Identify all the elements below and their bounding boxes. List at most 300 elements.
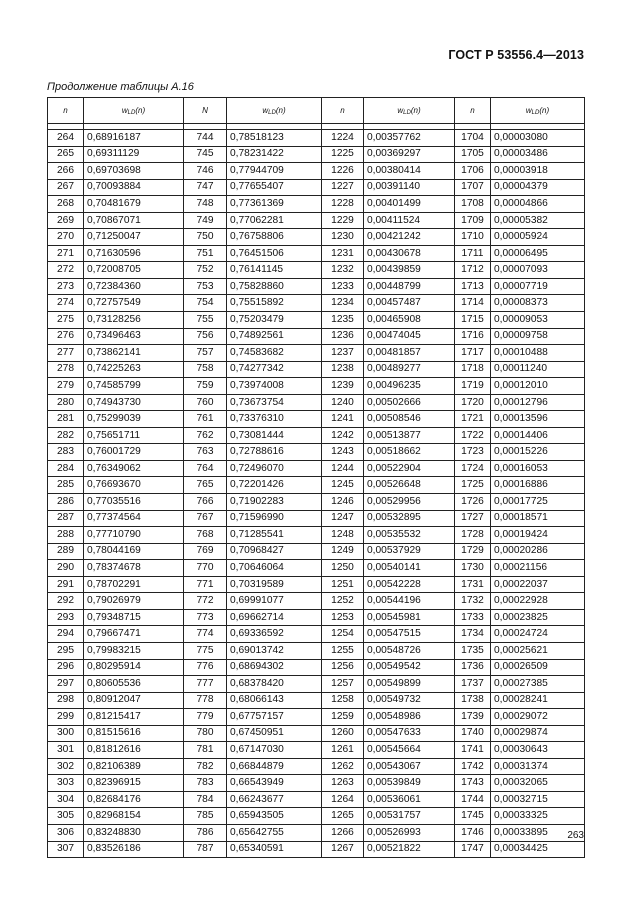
weight-value-cell: 0,00019424	[491, 527, 585, 544]
table-row	[48, 775, 585, 792]
index-cell: 762	[184, 427, 227, 444]
column-header	[455, 98, 491, 124]
index-cell: 265	[48, 146, 84, 163]
weight-value-cell: 0,80605536	[84, 676, 184, 693]
weight-value-cell: 0,72384360	[84, 278, 184, 295]
index-cell: 784	[184, 791, 227, 808]
weight-value-cell: 0,00021156	[491, 560, 585, 577]
weight-value-cell: 0,82684176	[84, 791, 184, 808]
index-cell: 1253	[322, 609, 364, 626]
weight-value-cell: 0,00003080	[491, 130, 585, 147]
weight-value-cell: 0,72788616	[227, 444, 322, 461]
weight-value-cell: 0,00008373	[491, 295, 585, 312]
index-cell: 1714	[455, 295, 491, 312]
index-cell: 1262	[322, 758, 364, 775]
index-cell: 267	[48, 179, 84, 196]
weight-value-cell: 0,00513877	[364, 427, 455, 444]
column-header-argument: (n)	[410, 105, 421, 115]
weight-value-cell: 0,69703698	[84, 163, 184, 180]
weight-value-cell: 0,00004866	[491, 196, 585, 213]
weight-value-cell: 0,74892561	[227, 328, 322, 345]
weight-value-cell: 0,71902283	[227, 494, 322, 511]
index-cell: 1725	[455, 477, 491, 494]
index-cell: 1742	[455, 758, 491, 775]
weight-value-cell: 0,78374678	[84, 560, 184, 577]
index-cell: 1234	[322, 295, 364, 312]
index-cell: 1713	[455, 278, 491, 295]
index-cell: 1227	[322, 179, 364, 196]
column-header	[227, 98, 322, 124]
table-row	[48, 444, 585, 461]
index-cell: 787	[184, 841, 227, 858]
index-cell: 306	[48, 824, 84, 841]
weight-value-cell: 0,81515616	[84, 725, 184, 742]
weight-value-cell: 0,00549732	[364, 692, 455, 709]
index-cell: 295	[48, 642, 84, 659]
weight-value-cell: 0,00012796	[491, 394, 585, 411]
table-row	[48, 510, 585, 527]
index-cell: 1244	[322, 460, 364, 477]
weight-value-cell: 0,73496463	[84, 328, 184, 345]
index-cell: 752	[184, 262, 227, 279]
index-cell: 776	[184, 659, 227, 676]
weight-value-cell: 0,74943730	[84, 394, 184, 411]
weight-value-cell: 0,82968154	[84, 808, 184, 825]
index-cell: 766	[184, 494, 227, 511]
weight-value-cell: 0,00031374	[491, 758, 585, 775]
table-row	[48, 427, 585, 444]
table-row	[48, 163, 585, 180]
weight-value-cell: 0,69311129	[84, 146, 184, 163]
index-cell: 1266	[322, 824, 364, 841]
index-cell: 1259	[322, 709, 364, 726]
index-cell: 287	[48, 510, 84, 527]
table-row	[48, 560, 585, 577]
index-cell: 1247	[322, 510, 364, 527]
weight-value-cell: 0,00357762	[364, 130, 455, 147]
index-cell: 1224	[322, 130, 364, 147]
index-cell: 1250	[322, 560, 364, 577]
weight-value-cell: 0,72496070	[227, 460, 322, 477]
column-header-subscript: LD	[531, 109, 540, 116]
column-header-subscript: LD	[403, 109, 411, 116]
weight-value-cell: 0,71250047	[84, 229, 184, 246]
weight-value-cell: 0,00025621	[491, 642, 585, 659]
table-row	[48, 130, 585, 147]
index-cell: 1229	[322, 212, 364, 229]
index-cell: 301	[48, 742, 84, 759]
index-cell: 270	[48, 229, 84, 246]
weight-value-cell: 0,69662714	[227, 609, 322, 626]
table-row	[48, 642, 585, 659]
weight-value-cell: 0,00526993	[364, 824, 455, 841]
index-cell: 1724	[455, 460, 491, 477]
weight-value-cell: 0,72201426	[227, 477, 322, 494]
index-cell: 302	[48, 758, 84, 775]
column-header-symbol: n	[470, 106, 475, 115]
index-cell: 1255	[322, 642, 364, 659]
index-cell: 1238	[322, 361, 364, 378]
weight-value-cell: 0,00542228	[364, 576, 455, 593]
weight-value-cell: 0,73974008	[227, 378, 322, 395]
weight-value-cell: 0,70093884	[84, 179, 184, 196]
weight-value-cell: 0,80295914	[84, 659, 184, 676]
index-cell: 274	[48, 295, 84, 312]
column-header-argument: (n)	[275, 105, 286, 115]
data-table	[47, 97, 585, 858]
index-cell: 283	[48, 444, 84, 461]
weight-value-cell: 0,00018571	[491, 510, 585, 527]
table-row	[48, 278, 585, 295]
column-header	[84, 98, 184, 124]
index-cell: 303	[48, 775, 84, 792]
index-cell: 1705	[455, 146, 491, 163]
index-cell: 760	[184, 394, 227, 411]
weight-value-cell: 0,00547633	[364, 725, 455, 742]
weight-value-cell: 0,75299039	[84, 411, 184, 428]
weight-value-cell: 0,00508546	[364, 411, 455, 428]
weight-value-cell: 0,00543067	[364, 758, 455, 775]
weight-value-cell: 0,00380414	[364, 163, 455, 180]
weight-value-cell: 0,00544196	[364, 593, 455, 610]
index-cell: 1710	[455, 229, 491, 246]
weight-value-cell: 0,76349062	[84, 460, 184, 477]
index-cell: 1251	[322, 576, 364, 593]
weight-value-cell: 0,77062281	[227, 212, 322, 229]
weight-value-cell: 0,68694302	[227, 659, 322, 676]
index-cell: 749	[184, 212, 227, 229]
index-cell: 1732	[455, 593, 491, 610]
column-header	[364, 98, 455, 124]
index-cell: 1735	[455, 642, 491, 659]
weight-value-cell: 0,65642755	[227, 824, 322, 841]
index-cell: 279	[48, 378, 84, 395]
index-cell: 1730	[455, 560, 491, 577]
weight-value-cell: 0,77944709	[227, 163, 322, 180]
table-row	[48, 692, 585, 709]
weight-value-cell: 0,00474045	[364, 328, 455, 345]
weight-value-cell: 0,81215417	[84, 709, 184, 726]
index-cell: 289	[48, 543, 84, 560]
index-cell: 774	[184, 626, 227, 643]
index-cell: 771	[184, 576, 227, 593]
index-cell: 1711	[455, 245, 491, 262]
weight-value-cell: 0,00502666	[364, 394, 455, 411]
weight-value-cell: 0,82396915	[84, 775, 184, 792]
weight-value-cell: 0,00010488	[491, 345, 585, 362]
weight-value-cell: 0,00401499	[364, 196, 455, 213]
index-cell: 271	[48, 245, 84, 262]
weight-value-cell: 0,00548986	[364, 709, 455, 726]
index-cell: 778	[184, 692, 227, 709]
weight-value-cell: 0,76141145	[227, 262, 322, 279]
weight-value-cell: 0,79348715	[84, 609, 184, 626]
index-cell: 1267	[322, 841, 364, 858]
table-row	[48, 262, 585, 279]
weight-value-cell: 0,00005924	[491, 229, 585, 246]
index-cell: 745	[184, 146, 227, 163]
weight-value-cell: 0,82106389	[84, 758, 184, 775]
weight-value-cell: 0,00549542	[364, 659, 455, 676]
weight-value-cell: 0,00012010	[491, 378, 585, 395]
index-cell: 1731	[455, 576, 491, 593]
index-cell: 757	[184, 345, 227, 362]
index-cell: 1722	[455, 427, 491, 444]
index-cell: 750	[184, 229, 227, 246]
index-cell: 297	[48, 676, 84, 693]
weight-value-cell: 0,00023825	[491, 609, 585, 626]
index-cell: 1738	[455, 692, 491, 709]
weight-value-cell: 0,00005382	[491, 212, 585, 229]
index-cell: 282	[48, 427, 84, 444]
weight-value-cell: 0,00481857	[364, 345, 455, 362]
weight-value-cell: 0,74583682	[227, 345, 322, 362]
weight-value-cell: 0,75515892	[227, 295, 322, 312]
weight-value-cell: 0,75203479	[227, 312, 322, 329]
weight-value-cell: 0,76001729	[84, 444, 184, 461]
table-row	[48, 378, 585, 395]
index-cell: 294	[48, 626, 84, 643]
weight-value-cell: 0,00430678	[364, 245, 455, 262]
index-cell: 1734	[455, 626, 491, 643]
index-cell: 298	[48, 692, 84, 709]
index-cell: 291	[48, 576, 84, 593]
index-cell: 768	[184, 527, 227, 544]
weight-value-cell: 0,00026509	[491, 659, 585, 676]
index-cell: 754	[184, 295, 227, 312]
index-cell: 1739	[455, 709, 491, 726]
weight-value-cell: 0,83248830	[84, 824, 184, 841]
weight-value-cell: 0,00011240	[491, 361, 585, 378]
weight-value-cell: 0,00489277	[364, 361, 455, 378]
index-cell: 1747	[455, 841, 491, 858]
column-header-subscript: LD	[268, 109, 276, 116]
weight-value-cell: 0,00529956	[364, 494, 455, 511]
weight-value-cell: 0,00532895	[364, 510, 455, 527]
weight-value-cell: 0,00006495	[491, 245, 585, 262]
table-row	[48, 361, 585, 378]
weight-value-cell: 0,66543949	[227, 775, 322, 792]
column-header-subscript: LD	[127, 109, 136, 116]
weight-value-cell: 0,73081444	[227, 427, 322, 444]
index-cell: 747	[184, 179, 227, 196]
index-cell: 1740	[455, 725, 491, 742]
index-cell: 277	[48, 345, 84, 362]
weight-value-cell: 0,00537929	[364, 543, 455, 560]
weight-value-cell: 0,00448799	[364, 278, 455, 295]
column-header	[491, 98, 585, 124]
index-cell: 276	[48, 328, 84, 345]
index-cell: 1240	[322, 394, 364, 411]
weight-value-cell: 0,73862141	[84, 345, 184, 362]
index-cell: 780	[184, 725, 227, 742]
table-row	[48, 709, 585, 726]
column-header-symbol: w	[121, 105, 128, 115]
index-cell: 1237	[322, 345, 364, 362]
index-cell: 284	[48, 460, 84, 477]
index-cell: 1260	[322, 725, 364, 742]
index-cell: 1727	[455, 510, 491, 527]
weight-value-cell: 0,00028241	[491, 692, 585, 709]
document-code: ГОСТ Р 53556.4—2013	[448, 48, 584, 62]
index-cell: 770	[184, 560, 227, 577]
index-cell: 767	[184, 510, 227, 527]
index-cell: 1737	[455, 676, 491, 693]
weight-value-cell: 0,81812616	[84, 742, 184, 759]
table-row	[48, 576, 585, 593]
weight-value-cell: 0,71596990	[227, 510, 322, 527]
weight-value-cell: 0,00009758	[491, 328, 585, 345]
weight-value-cell: 0,00539849	[364, 775, 455, 792]
table-row	[48, 312, 585, 329]
weight-value-cell: 0,78044169	[84, 543, 184, 560]
weight-value-cell: 0,69013742	[227, 642, 322, 659]
column-header-argument: (n)	[539, 105, 550, 115]
table-row	[48, 742, 585, 759]
table-header-row	[48, 98, 585, 124]
index-cell: 1717	[455, 345, 491, 362]
index-cell: 1745	[455, 808, 491, 825]
index-cell: 1707	[455, 179, 491, 196]
weight-value-cell: 0,69336592	[227, 626, 322, 643]
table-row	[48, 460, 585, 477]
index-cell: 292	[48, 593, 84, 610]
weight-value-cell: 0,00030643	[491, 742, 585, 759]
table-row	[48, 179, 585, 196]
index-cell: 1729	[455, 543, 491, 560]
index-cell: 1716	[455, 328, 491, 345]
index-cell: 1243	[322, 444, 364, 461]
index-cell: 300	[48, 725, 84, 742]
column-header	[322, 98, 364, 124]
weight-value-cell: 0,00526648	[364, 477, 455, 494]
weight-value-cell: 0,00009053	[491, 312, 585, 329]
index-cell: 785	[184, 808, 227, 825]
table-row	[48, 758, 585, 775]
weight-value-cell: 0,00004379	[491, 179, 585, 196]
weight-value-cell: 0,00496235	[364, 378, 455, 395]
index-cell: 761	[184, 411, 227, 428]
index-cell: 1263	[322, 775, 364, 792]
table-row	[48, 626, 585, 643]
weight-value-cell: 0,00024724	[491, 626, 585, 643]
table-row	[48, 791, 585, 808]
index-cell: 268	[48, 196, 84, 213]
index-cell: 1719	[455, 378, 491, 395]
index-cell: 1743	[455, 775, 491, 792]
weight-value-cell: 0,00531757	[364, 808, 455, 825]
index-cell: 1715	[455, 312, 491, 329]
index-cell: 1723	[455, 444, 491, 461]
index-cell: 1242	[322, 427, 364, 444]
column-header-argument: (n)	[135, 105, 146, 115]
weight-value-cell: 0,68378420	[227, 676, 322, 693]
table-row	[48, 328, 585, 345]
index-cell: 1236	[322, 328, 364, 345]
table-row	[48, 676, 585, 693]
weight-value-cell: 0,00545981	[364, 609, 455, 626]
table-row	[48, 245, 585, 262]
weight-value-cell: 0,83526186	[84, 841, 184, 858]
table-row	[48, 494, 585, 511]
index-cell: 273	[48, 278, 84, 295]
index-cell: 758	[184, 361, 227, 378]
weight-value-cell: 0,00022928	[491, 593, 585, 610]
weight-value-cell: 0,65943505	[227, 808, 322, 825]
weight-value-cell: 0,00029874	[491, 725, 585, 742]
index-cell: 299	[48, 709, 84, 726]
index-cell: 1264	[322, 791, 364, 808]
weight-value-cell: 0,74277342	[227, 361, 322, 378]
weight-value-cell: 0,70319589	[227, 576, 322, 593]
index-cell: 1252	[322, 593, 364, 610]
weight-value-cell: 0,76693670	[84, 477, 184, 494]
weight-value-cell: 0,67757157	[227, 709, 322, 726]
weight-value-cell: 0,73673754	[227, 394, 322, 411]
index-cell: 1736	[455, 659, 491, 676]
weight-value-cell: 0,00411524	[364, 212, 455, 229]
index-cell: 1708	[455, 196, 491, 213]
weight-value-cell: 0,00547515	[364, 626, 455, 643]
index-cell: 1225	[322, 146, 364, 163]
index-cell: 1245	[322, 477, 364, 494]
index-cell: 751	[184, 245, 227, 262]
index-cell: 1706	[455, 163, 491, 180]
weight-value-cell: 0,75828860	[227, 278, 322, 295]
weight-value-cell: 0,00029072	[491, 709, 585, 726]
weight-value-cell: 0,72757549	[84, 295, 184, 312]
table-row	[48, 394, 585, 411]
index-cell: 769	[184, 543, 227, 560]
table-caption: Продолжение таблицы А.16	[47, 81, 194, 93]
weight-value-cell: 0,70867071	[84, 212, 184, 229]
index-cell: 782	[184, 758, 227, 775]
page-number: 263	[567, 830, 584, 841]
index-cell: 1726	[455, 494, 491, 511]
index-cell: 1233	[322, 278, 364, 295]
index-cell: 307	[48, 841, 84, 858]
weight-value-cell: 0,00003486	[491, 146, 585, 163]
index-cell: 763	[184, 444, 227, 461]
weight-value-cell: 0,73376310	[227, 411, 322, 428]
column-header-symbol: w	[262, 105, 269, 115]
weight-value-cell: 0,00020286	[491, 543, 585, 560]
index-cell: 286	[48, 494, 84, 511]
weight-value-cell: 0,00013596	[491, 411, 585, 428]
weight-value-cell: 0,00003918	[491, 163, 585, 180]
weight-value-cell: 0,79983215	[84, 642, 184, 659]
weight-value-cell: 0,00548726	[364, 642, 455, 659]
table-row	[48, 196, 585, 213]
index-cell: 1230	[322, 229, 364, 246]
column-header	[48, 98, 84, 124]
table-row	[48, 659, 585, 676]
index-cell: 264	[48, 130, 84, 147]
index-cell: 272	[48, 262, 84, 279]
column-header-symbol: n	[340, 106, 345, 115]
table-row	[48, 212, 585, 229]
column-header-symbol: w	[397, 105, 404, 115]
index-cell: 1741	[455, 742, 491, 759]
weight-value-cell: 0,66844879	[227, 758, 322, 775]
weight-value-cell: 0,76758806	[227, 229, 322, 246]
weight-value-cell: 0,78518123	[227, 130, 322, 147]
weight-value-cell: 0,74585799	[84, 378, 184, 395]
weight-value-cell: 0,77361369	[227, 196, 322, 213]
index-cell: 1704	[455, 130, 491, 147]
table-row	[48, 411, 585, 428]
weight-value-cell: 0,00032715	[491, 791, 585, 808]
